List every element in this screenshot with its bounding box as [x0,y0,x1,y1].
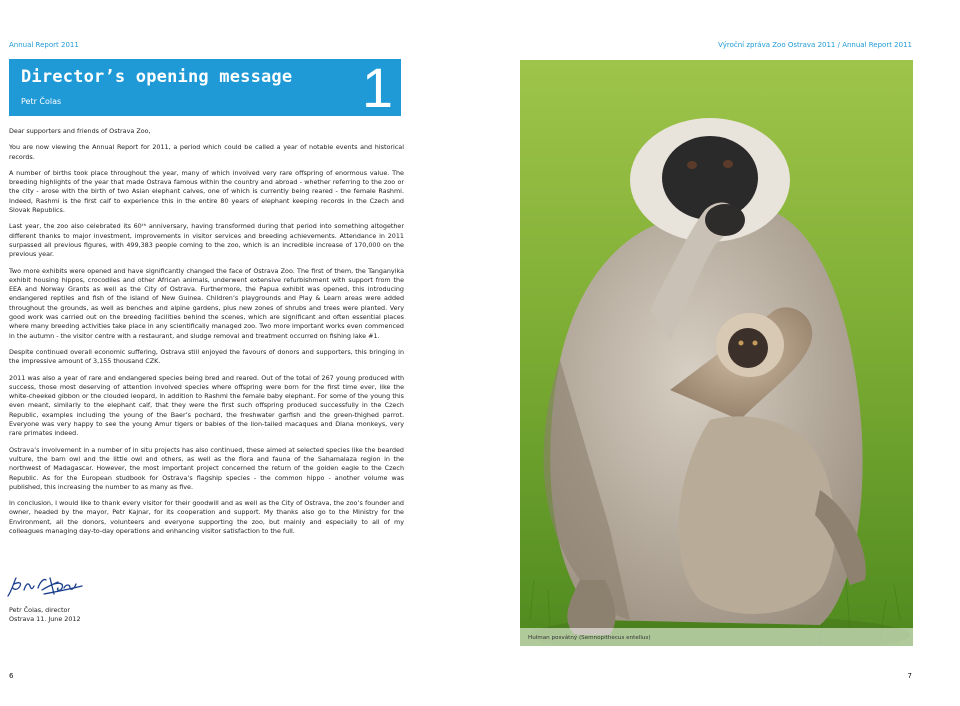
paragraph: A number of births took place throughout the year, many of which involved very rare offspring of enormous value. The breeding highlights of the year that made Ostrava famous within the country and abroad - whether referring to the zoo or the city - arose with the birth of two Asian elephant calves, one of which is currently being reared - the female Rashmi. Indeed, Rashmi is the first calf to experience this in the entire 80 years of elephant keeping records in the Czech and Slovak Republics. [9,168,404,215]
paragraph: In conclusion, I would like to thank every visitor for their goodwill and as well as the City of Ostrava, the zoo’s founder and owner, headed by the mayor, Petr Kajnar, for its cooperation and support. My thanks also go to the Ministry for the Environment, all the donors, volunteers and everyone supporting the zoo, but mainly and especially to all of my colleagues managing day-to-day operations and enhancing visitor satisfaction to the full. [9,499,404,535]
chapter-number: 1 [361,56,393,119]
body-text [9,127,404,543]
paragraph: Last year, the zoo also celebrated its 60ᵗʰ anniversary, having transformed during that period into something altogether different thanks to major investment, improvements in visitor services and breeding achievements. Attendance in 2011 surpassed all previous figures, with 499,383 people coming to the zoo, which is an incredible increase of 170,000 on the previous year. [9,222,404,259]
langur-photo [520,60,913,646]
signature-place-date: Ostrava 11. June 2012 [9,615,81,624]
page-number-left: 6 [9,672,14,680]
signatory-name: Petr Čolas, director [9,606,70,614]
paragraph-salutation: Dear supporters and friends of Ostrava Zoo, [9,127,151,135]
paragraph: You are now viewing the Annual Report for 2011, a period which could be called a year of notable events and historical records. [9,143,404,161]
running-header-right: Výroční zpráva Zoo Ostrava 2011 / Annual Report 2011 [718,41,912,49]
running-header-left: Annual Report 2011 [9,41,79,49]
paragraph: Ostrava’s involvement in a number of in situ projects has also continued, these aimed at selected species like the bearded vulture, the barn owl and the little owl and others, as well as the flora and fauna of the Sahamalaza region in the northwest of Madagascar. However, the most important project concerned the return of the golden eagle to the Czech Republic. As for the European studbook for Ostrava’s flagship species - the common hippo - another volume was published, this increasing the number to as many as five. [9,445,404,491]
title-box [9,56,401,119]
signature [4,572,86,602]
title-author: Petr Čolas [21,97,62,106]
paragraph: Two more exhibits were opened and have significantly changed the face of Ostrava Zoo. The first of them, the Tanganyika exhibit housing hippos, crocodiles and other African animals, underwent extensive refurbishment with support from the EEA and Norway Grants as well as the City of Ostrava. Furthermore, the Papua exhibit was opened, this introducing endangered reptiles and fish of the island of New Guinea. Children’s playgrounds and Play & Learn areas were added throughout the grounds, as well as benches and alpine gardens, plus new zones of shrubs and trees were planted. Very good work was carried out on the breeding facilities behind the scenes, which are significant and often essential places where many breeding activities take place in any scientifically managed zoo. Two more important works even commenced in the autumn - the visitor centre with a restaurant, and sludge removal and treatment occurred on fishing lake #1. [9,266,404,340]
photo-caption: Hulman posvátný (Semnopithecus entellus) [528,635,651,641]
monkey-photo-illustration [520,60,913,646]
paragraph: Despite continued overall economic suffering, Ostrava still enjoyed the favours of donors and supporters, this bringing in the impressive amount of 3,155 thousand CZK. [9,347,404,366]
page-title: Director’s opening message [21,67,293,87]
sign-off [9,606,81,625]
paragraph: 2011 was also a year of rare and endangered species being bred and reared. Out of the total of 267 young produced with success, those most deserving of attention involved species where offspring were born for the first time ever, like the white-cheeked gibbon or the clouded leopard, in addition to Rashmi the female baby elephant. For some of the young this even meant, similarly to the elephant calf, that they were the first such offspring produced successfully in the Czech Republic, examples including the young of the Baer’s pochard, the freshwater garfish and the green-thighed parrot. Everyone was very happy to see the young Amur tigers or babies of the lion-tailed macaques and Diana monkeys, very rare primates indeed. [9,373,404,438]
page-number-right: 7 [907,672,912,680]
